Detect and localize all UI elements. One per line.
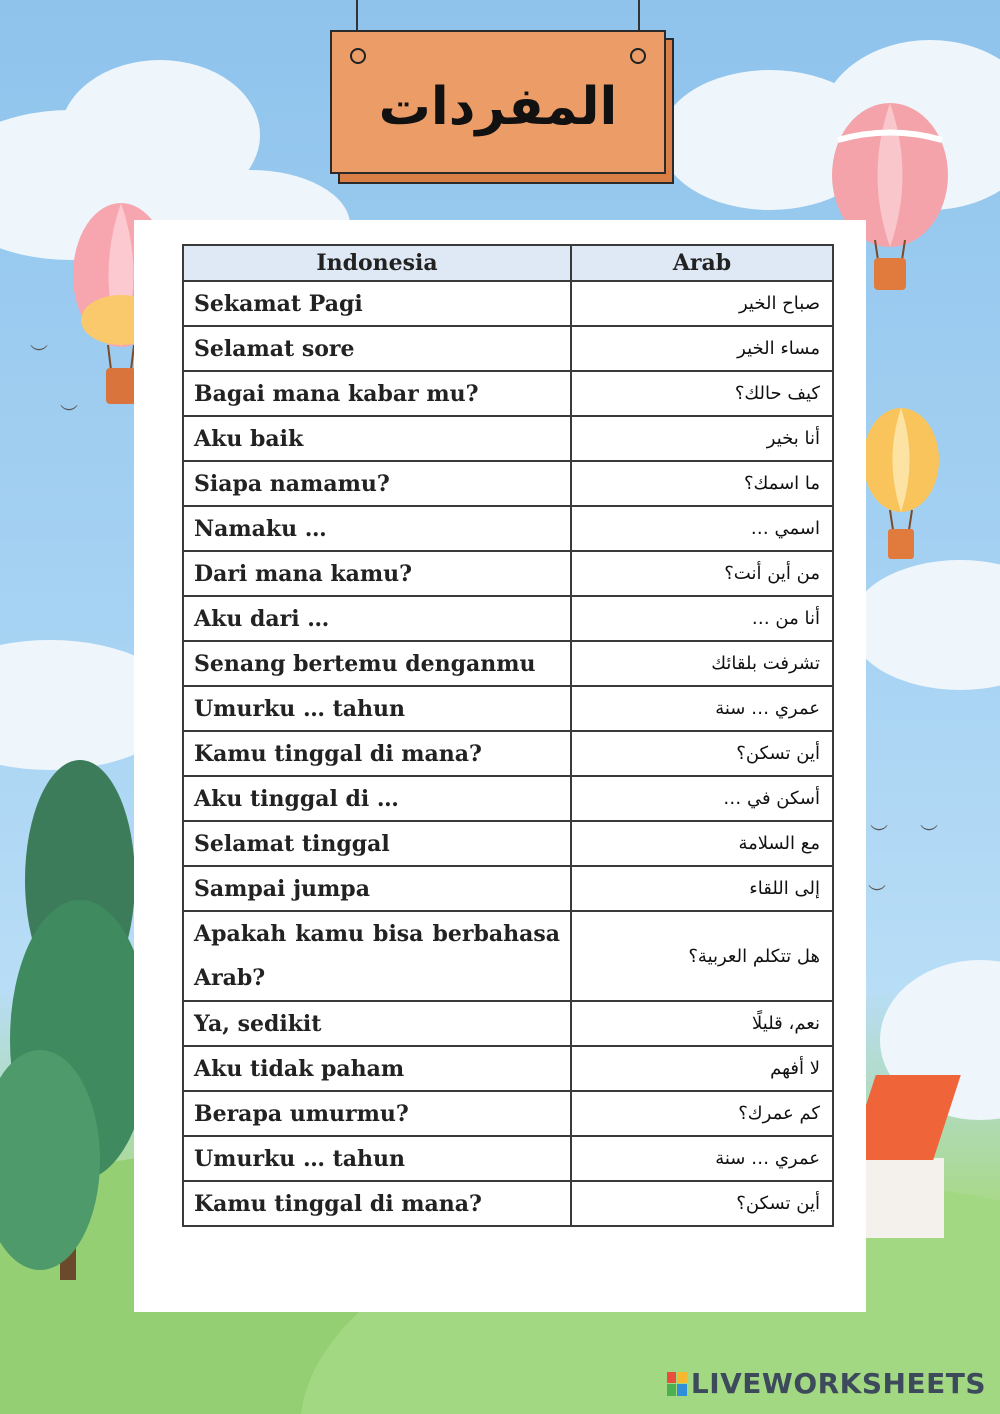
- indonesian-phrase: Sampai jumpa: [183, 866, 571, 911]
- arabic-phrase: اسمي …: [571, 506, 833, 551]
- table-row: [183, 911, 833, 1001]
- table-row: [183, 776, 833, 821]
- table-row: [183, 1181, 833, 1226]
- indonesian-phrase: Dari mana kamu?: [183, 551, 571, 596]
- arabic-phrase: كيف حالك؟: [571, 371, 833, 416]
- liveworksheets-logo-icon: [667, 1372, 687, 1396]
- balloon-right-bottom-icon: [860, 405, 942, 570]
- bird: ︶: [30, 344, 48, 365]
- indonesian-phrase: Namaku …: [183, 506, 571, 551]
- indonesian-phrase: Ya, sedikit: [183, 1001, 571, 1046]
- arabic-phrase: نعم، قليلًا: [571, 1001, 833, 1046]
- table-row: [183, 866, 833, 911]
- indonesian-phrase: Sekamat Pagi: [183, 281, 571, 326]
- arabic-phrase: أنا بخير: [571, 416, 833, 461]
- table-row: [183, 821, 833, 866]
- bird: ︶: [60, 404, 78, 425]
- table-row: [183, 1046, 833, 1091]
- arabic-phrase: أسكن في …: [571, 776, 833, 821]
- table-header-row: [183, 245, 833, 281]
- sign-hole: [350, 48, 366, 64]
- arabic-phrase: أنا من …: [571, 596, 833, 641]
- bird: ︶: [868, 884, 886, 905]
- indonesian-phrase: Kamu tinggal di mana?: [183, 731, 571, 776]
- arabic-phrase: هل تتكلم العربية؟: [571, 911, 833, 1001]
- indonesian-phrase: Berapa umurmu?: [183, 1091, 571, 1136]
- arabic-phrase: إلى اللقاء: [571, 866, 833, 911]
- sign-hole: [630, 48, 646, 64]
- arabic-phrase: لا أفهم: [571, 1046, 833, 1091]
- arabic-phrase: تشرفت بلقائك: [571, 641, 833, 686]
- table-row: [183, 506, 833, 551]
- table-row: [183, 371, 833, 416]
- arabic-phrase: عمري … سنة: [571, 686, 833, 731]
- indonesian-phrase: Umurku … tahun: [183, 1136, 571, 1181]
- table-row: [183, 416, 833, 461]
- brand-name: LIVEWORKSHEETS: [690, 1367, 986, 1400]
- indonesian-phrase: Selamat tinggal: [183, 821, 571, 866]
- arabic-phrase: عمري … سنة: [571, 1136, 833, 1181]
- indonesian-phrase: Aku tinggal di …: [183, 776, 571, 821]
- indonesian-phrase: Senang bertemu denganmu: [183, 641, 571, 686]
- indonesian-phrase: Aku tidak paham: [183, 1046, 571, 1091]
- title-sign: [330, 30, 666, 174]
- indonesian-phrase: Aku dari …: [183, 596, 571, 641]
- arabic-phrase: صباح الخير: [571, 281, 833, 326]
- arabic-phrase: كم عمرك؟: [571, 1091, 833, 1136]
- arabic-phrase: مع السلامة: [571, 821, 833, 866]
- table-row: [183, 686, 833, 731]
- page-title: المفردات: [378, 77, 618, 137]
- arabic-phrase: مساء الخير: [571, 326, 833, 371]
- arabic-phrase: أين تسكن؟: [571, 731, 833, 776]
- table-row: [183, 596, 833, 641]
- vocabulary-table: [182, 244, 834, 1227]
- table-row: [183, 281, 833, 326]
- trees-left: [0, 740, 140, 1280]
- bird: ︶: [870, 824, 888, 845]
- table-row: [183, 461, 833, 506]
- table-row: [183, 731, 833, 776]
- table-row: [183, 326, 833, 371]
- house: [866, 1158, 944, 1238]
- indonesian-phrase: Kamu tinggal di mana?: [183, 1181, 571, 1226]
- indonesian-phrase: Siapa namamu?: [183, 461, 571, 506]
- bird: ︶: [920, 824, 938, 845]
- indonesian-phrase: Apakah kamu bisa berbahasa Arab?: [183, 911, 571, 1001]
- table-row: [183, 1091, 833, 1136]
- table-row: [183, 1136, 833, 1181]
- table-row: [183, 1001, 833, 1046]
- arabic-phrase: ما اسمك؟: [571, 461, 833, 506]
- indonesian-phrase: Aku baik: [183, 416, 571, 461]
- arabic-phrase: من أين أنت؟: [571, 551, 833, 596]
- cloud: [850, 560, 1000, 690]
- column-header-arab: Arab: [571, 245, 833, 281]
- table-row: [183, 641, 833, 686]
- arabic-phrase: أين تسكن؟: [571, 1181, 833, 1226]
- indonesian-phrase: Umurku … tahun: [183, 686, 571, 731]
- table-row: [183, 551, 833, 596]
- liveworksheets-logo[interactable]: [667, 1367, 986, 1400]
- indonesian-phrase: Bagai mana kabar mu?: [183, 371, 571, 416]
- indonesian-phrase: Selamat sore: [183, 326, 571, 371]
- column-header-indonesia: Indonesia: [183, 245, 571, 281]
